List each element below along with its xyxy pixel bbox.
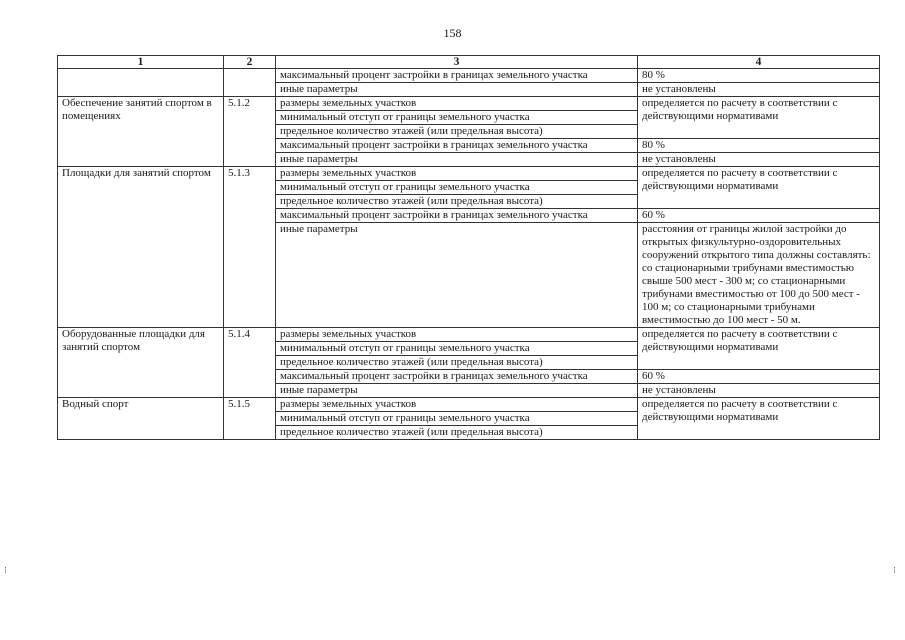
param-value: 80 % xyxy=(638,139,880,153)
param-name: минимальный отступ от границы земельного участка xyxy=(276,412,638,426)
param-name: предельное количество этажей (или предельная высота) xyxy=(276,426,638,440)
param-name: иные параметры xyxy=(276,83,638,97)
use-type-name: Оборудованные площадки для занятий спортом xyxy=(58,328,224,398)
regulations-table xyxy=(57,55,880,440)
param-name: размеры земельных участков xyxy=(276,167,638,181)
param-name: максимальный процент застройки в границах земельного участка xyxy=(276,69,638,83)
param-value-norm: определяется по расчету в соответствии с действующими нормативами xyxy=(638,398,880,440)
param-value: не установлены xyxy=(638,83,880,97)
param-name: максимальный процент застройки в границах земельного участка xyxy=(276,139,638,153)
use-type-code: 5.1.5 xyxy=(224,398,276,440)
table-row xyxy=(58,167,880,181)
param-name: максимальный процент застройки в границах земельного участка xyxy=(276,370,638,384)
param-name: минимальный отступ от границы земельного участка xyxy=(276,342,638,356)
table-row xyxy=(58,328,880,342)
table-row xyxy=(58,97,880,111)
margin-mark-left: ⁝ xyxy=(4,565,7,575)
param-name: иные параметры xyxy=(276,384,638,398)
param-value: 60 % xyxy=(638,209,880,223)
param-name: предельное количество этажей (или предельная высота) xyxy=(276,195,638,209)
use-type-name: Водный спорт xyxy=(58,398,224,440)
table-row xyxy=(58,69,880,83)
use-type-code: 5.1.2 xyxy=(224,97,276,167)
code-cell xyxy=(224,69,276,97)
header-col-3: 3 xyxy=(276,56,638,69)
page-number: 158 xyxy=(443,26,462,40)
header-col-2: 2 xyxy=(224,56,276,69)
use-type-name: Площадки для занятий спортом xyxy=(58,167,224,328)
param-name: предельное количество этажей (или предельная высота) xyxy=(276,125,638,139)
param-name: размеры земельных участков xyxy=(276,97,638,111)
header-col-4: 4 xyxy=(638,56,880,69)
param-value: не установлены xyxy=(638,153,880,167)
param-value: не установлены xyxy=(638,384,880,398)
use-type-name: Обеспечение занятий спортом в помещениях xyxy=(58,97,224,167)
use-type-cell xyxy=(58,69,224,97)
table-body xyxy=(58,69,880,440)
param-value-norm: определяется по расчету в соответствии с действующими нормативами xyxy=(638,167,880,209)
param-name: минимальный отступ от границы земельного участка xyxy=(276,111,638,125)
param-name: размеры земельных участков xyxy=(276,328,638,342)
use-type-code: 5.1.4 xyxy=(224,328,276,398)
use-type-code: 5.1.3 xyxy=(224,167,276,328)
table-row xyxy=(58,398,880,412)
param-name: размеры земельных участков xyxy=(276,398,638,412)
param-value: 60 % xyxy=(638,370,880,384)
param-value: 80 % xyxy=(638,69,880,83)
param-name: максимальный процент застройки в границах земельного участка xyxy=(276,209,638,223)
param-name: иные параметры xyxy=(276,153,638,167)
param-name: предельное количество этажей (или предельная высота) xyxy=(276,356,638,370)
param-name: иные параметры xyxy=(276,223,638,328)
margin-mark-right: ⁝ xyxy=(893,565,896,575)
param-value-norm: определяется по расчету в соответствии с действующими нормативами xyxy=(638,328,880,370)
param-value: расстояния от границы жилой застройки до открытых физкультурно-оздоровительных сооружений открытого типа должны составлять: со стационарными трибунами вместимостью свыше 500 мест - 300 м; со стационарными трибунами вместимостью от 100 до 500 мест - 100 м; со стационарными трибунами вместимостью до 100 мест - 50 м. xyxy=(638,223,880,328)
param-value-norm: определяется по расчету в соответствии с действующими нормативами xyxy=(638,97,880,139)
header-col-1: 1 xyxy=(58,56,224,69)
header-row xyxy=(58,56,880,69)
param-name: минимальный отступ от границы земельного участка xyxy=(276,181,638,195)
